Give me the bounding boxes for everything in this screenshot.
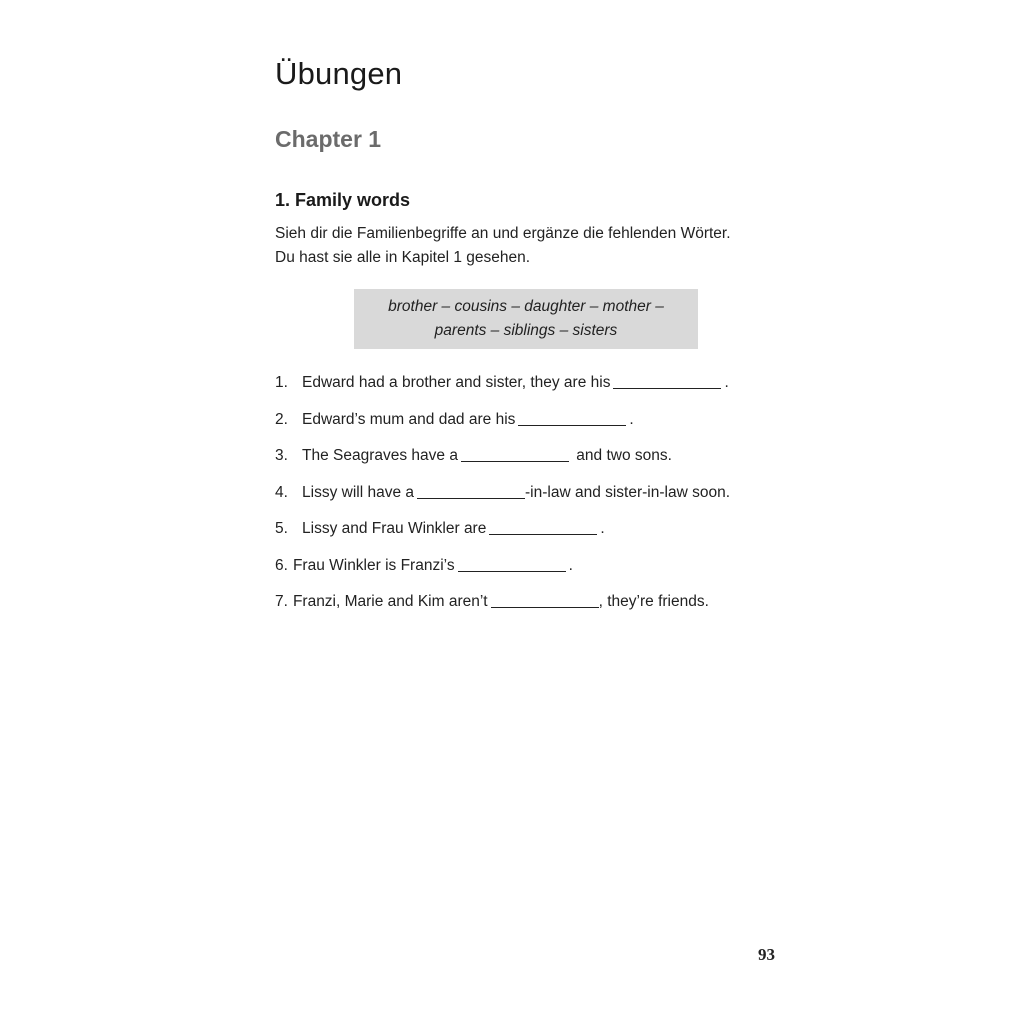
item-text: . <box>600 520 605 537</box>
item-number: 6. <box>275 556 288 574</box>
answer-blank[interactable] <box>461 444 569 462</box>
item-number: 5. <box>275 520 288 537</box>
item-text: Franzi, Marie and Kim aren’t <box>292 593 488 610</box>
word-bank-line: parents – siblings – sisters <box>434 322 618 339</box>
answer-blank[interactable] <box>518 408 626 426</box>
item-text: -in-law and sister-in-law soon. <box>525 483 731 501</box>
item-number: 3. <box>275 447 288 464</box>
item-text: Lissy will have a <box>302 483 414 501</box>
exercise-item <box>275 371 835 408</box>
exercise-item <box>275 517 835 554</box>
item-text: . <box>568 556 573 574</box>
page-title: Übungen <box>275 56 403 91</box>
exercise-items <box>275 371 835 627</box>
exercise-item <box>275 444 835 481</box>
item-text: Edward’s mum and dad are his <box>302 410 516 428</box>
instruction-line: Du hast sie alle in Kapitel 1 gesehen. <box>275 249 531 266</box>
exercise-heading: 1. Family words <box>275 190 411 210</box>
chapter-heading: Chapter 1 <box>275 126 382 152</box>
item-text: The Seagraves have a <box>302 447 458 464</box>
answer-blank[interactable] <box>489 517 597 535</box>
exercise-item <box>275 481 835 518</box>
word-bank-box <box>354 289 698 349</box>
exercise-item <box>275 554 835 591</box>
answer-blank[interactable] <box>458 554 566 572</box>
item-number: 7. <box>275 593 288 610</box>
answer-blank[interactable] <box>613 371 721 389</box>
item-text: . <box>629 410 634 428</box>
exercise-instructions <box>275 222 815 270</box>
item-text: Edward had a brother and sister, they are his <box>302 374 611 391</box>
item-text: Lissy and Frau Winkler are <box>302 520 487 537</box>
page-number: 93 <box>758 945 775 964</box>
item-number: 1. <box>275 374 288 391</box>
answer-blank[interactable] <box>491 590 599 608</box>
item-number: 2. <box>275 410 288 428</box>
answer-blank[interactable] <box>417 481 525 499</box>
instruction-line: Sieh dir die Familienbegriffe an und ergänze die fehlenden Wörter. <box>275 225 731 242</box>
item-text: and two sons. <box>571 447 672 464</box>
item-text: . <box>724 374 729 391</box>
exercise-item <box>275 408 835 445</box>
exercise-item <box>275 590 835 627</box>
word-bank-line: brother – cousins – daughter – mother – <box>388 298 664 315</box>
item-number: 4. <box>275 483 288 501</box>
item-text: , they’re friends. <box>598 593 709 610</box>
item-text: Frau Winkler is Franzi’s <box>292 556 455 574</box>
